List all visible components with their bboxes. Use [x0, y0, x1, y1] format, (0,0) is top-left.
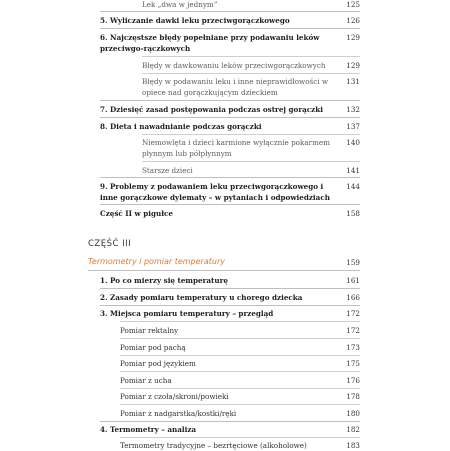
toc-entry-page: 129	[346, 61, 360, 70]
divider	[100, 177, 360, 178]
divider	[142, 73, 360, 74]
divider	[88, 270, 360, 271]
toc-entry-page: 178	[346, 392, 360, 401]
toc-entry-text: 4. Termometry – analiza	[100, 425, 197, 434]
toc-entry-page: 141	[346, 166, 360, 175]
divider	[100, 117, 360, 118]
divider	[100, 288, 360, 289]
divider	[120, 404, 360, 405]
toc-entry-page: 180	[346, 409, 360, 418]
toc-entry-text: Błędy w podawaniu leku i inne nieprawidłowości w opiece nad gorączkującym dzieckiem	[142, 77, 328, 97]
toc-entry-text: Część II w pigułce	[100, 209, 173, 218]
toc-entry-page: 172	[346, 309, 360, 318]
toc-entry-page: 161	[346, 276, 360, 285]
toc-entry-text: Pomiar pod pachą	[120, 343, 186, 352]
part-page: 159	[346, 258, 360, 267]
divider	[120, 371, 360, 372]
toc-entry-text: 2. Zasady pomiaru temperatury u chorego dziecka	[100, 293, 303, 302]
toc-entry-text: Pomiar z czoła/skroni/powieki	[120, 392, 229, 401]
toc-entry-text: 5. Wyliczanie dawki leku przeciwgorączkowego	[100, 16, 290, 25]
toc-entry-page: 144	[346, 182, 360, 191]
toc-entry-page: 173	[346, 343, 360, 352]
toc-entry-text: 8. Dieta i nawadnianie podczas gorączki	[100, 122, 262, 131]
toc-entry-page: 129	[346, 33, 360, 42]
divider	[100, 421, 360, 422]
toc-entry-text: Niemowlęta i dzieci karmione wyłącznie pokarmem płynnym lub półpłynnym	[142, 138, 330, 158]
toc-entry-page: 175	[346, 359, 360, 368]
divider	[120, 321, 360, 322]
divider	[100, 100, 360, 101]
divider	[100, 28, 360, 29]
toc-entry-page: 140	[346, 138, 360, 147]
part-title: Termometry i pomiar temperatury	[88, 257, 225, 266]
toc-entry-page: 166	[346, 293, 360, 302]
divider	[100, 305, 360, 306]
toc-entry-page: 182	[346, 425, 360, 434]
toc-entry-page: 126	[346, 16, 360, 25]
divider	[142, 56, 360, 57]
toc-entry-page: 131	[346, 77, 360, 86]
toc-entry-text: 7. Dziesięć zasad postępowania podczas ostrej gorączki	[100, 105, 323, 114]
divider	[120, 338, 360, 339]
toc-entry-page: 137	[346, 122, 360, 131]
toc-entry-text: 6. Najczęstsze błędy popełniane przy podawaniu leków przeciwgo-rączkowych	[100, 33, 320, 53]
toc-entry-text: Pomiar pod językiem	[120, 359, 196, 368]
toc-entry-text: Pomiar rektalny	[120, 326, 179, 335]
toc-entry-page: 172	[346, 326, 360, 335]
toc-entry-page: 125	[346, 0, 360, 9]
toc-entry-page: 176	[346, 376, 360, 385]
divider	[142, 161, 360, 162]
toc-entry-text: Termometry tradycyjne – bezrtęciowe (alkoholowe)	[120, 441, 307, 450]
divider	[100, 11, 360, 12]
divider	[120, 388, 360, 389]
toc-entry-page: 183	[346, 441, 360, 450]
toc-entry-text: Pomiar z nadgarstka/kostki/ręki	[120, 409, 237, 418]
toc-entry-text: 9. Problemy z podawaniem leku przeciwgorączkowego i inne gorączkowe dylematy – w pytaniach i odpowiedziach	[100, 182, 330, 202]
divider	[142, 134, 360, 135]
divider	[100, 204, 360, 205]
toc-entry-text: Pomiar z ucha	[120, 376, 172, 385]
part-label: CZĘŚĆ III	[88, 239, 132, 249]
toc-entry-text: Starsze dzieci	[142, 166, 193, 175]
divider	[120, 355, 360, 356]
toc-entry-text: 1. Po co mierzy się temperaturę	[100, 276, 228, 285]
toc-entry-text: Lek „dwa w jednym”	[142, 0, 218, 9]
toc-entry-text: 3. Miejsca pomiaru temperatury – przegląd	[100, 309, 274, 318]
toc-entry-page: 132	[346, 105, 360, 114]
divider	[120, 437, 360, 438]
toc-entry-text: Błędy w dawkowaniu leków przeciwgorączkowych	[142, 61, 326, 70]
toc-entry-page: 158	[346, 209, 360, 218]
